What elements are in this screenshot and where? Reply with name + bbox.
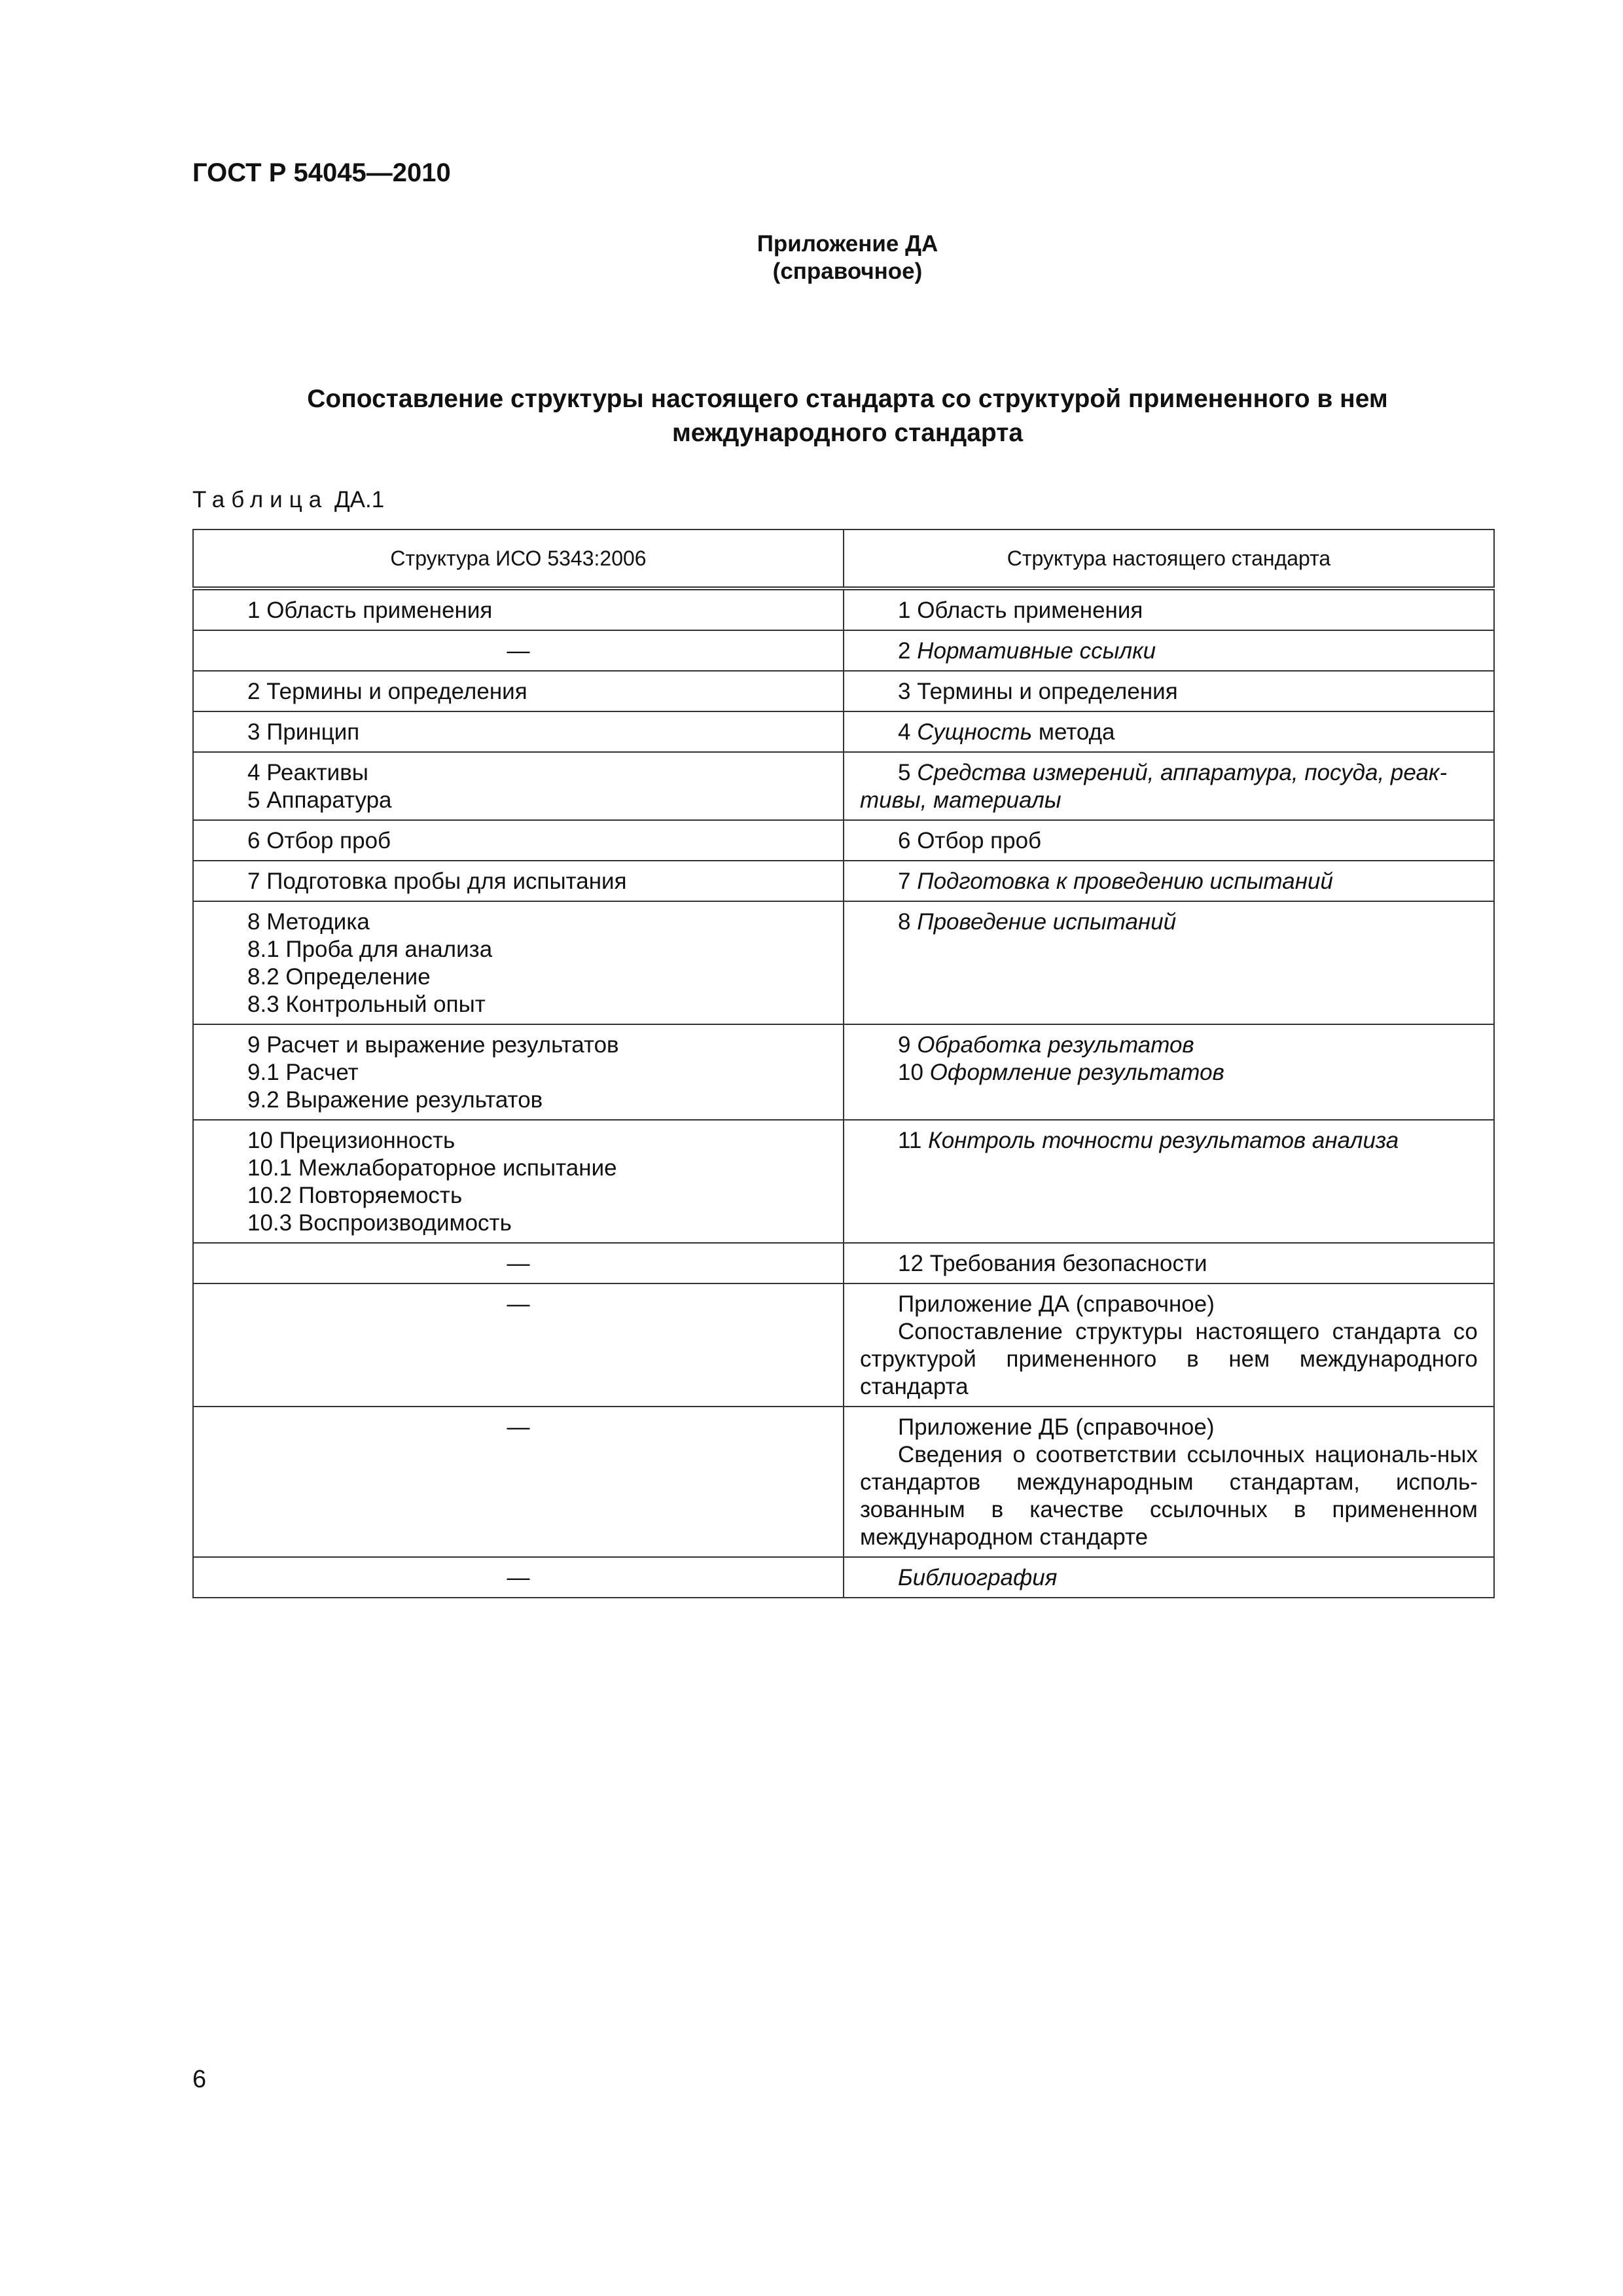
item-number: 5 [898, 760, 911, 785]
cell-line: 9.2 Выражение результатов [247, 1087, 543, 1113]
cell-line: 8.3 Контрольный опыт [247, 992, 486, 1017]
table-row [193, 711, 1494, 752]
dash-mark: — [507, 1291, 530, 1317]
item-title: Библиография [898, 1565, 1058, 1590]
right-cell [844, 1243, 1494, 1283]
item-number: 4 [898, 719, 911, 745]
table-row [193, 752, 1494, 820]
cell-line: 1 Область применения [898, 598, 1143, 623]
table-row [193, 671, 1494, 711]
cell-line: 10.2 Повторяемость [247, 1183, 463, 1208]
cell-line: 8.1 Проба для анализа [247, 937, 493, 962]
cell-line: 4 Реактивы [247, 760, 368, 785]
title-line-1: Сопоставление структуры настоящего стандарта со структурой примененного в нем [307, 385, 1388, 413]
table-row [193, 861, 1494, 901]
table-row [193, 1407, 1494, 1557]
left-cell [193, 1120, 844, 1243]
annex-heading [0, 230, 1623, 285]
item-number: 9 [898, 1032, 911, 1058]
left-cell [193, 901, 844, 1024]
left-cell [193, 820, 844, 861]
left-cell [193, 1407, 844, 1557]
left-cell [193, 1557, 844, 1598]
item-number: 8 [898, 909, 911, 935]
item-number: 11 [898, 1128, 922, 1153]
right-cell [844, 588, 1494, 630]
right-cell [844, 671, 1494, 711]
table-row [193, 1557, 1494, 1598]
cell-line: 2 Термины и определения [247, 679, 527, 704]
item-title: Сущность [917, 719, 1033, 745]
item-title: Проведение испытаний [917, 909, 1177, 935]
cell-line: 10.3 Воспроизводимость [247, 1210, 512, 1236]
cell-line [860, 759, 1478, 787]
cell-line: 8 Методика [247, 909, 370, 935]
dash-mark: — [507, 1251, 530, 1276]
right-cell [844, 752, 1494, 820]
left-cell [193, 711, 844, 752]
cell-line: 10 Прецизионность [247, 1128, 455, 1153]
cell-line [860, 1059, 1478, 1086]
left-cell [193, 752, 844, 820]
annex-description: Сведения о соответствии ссылочных националь-ных стандартов международным стандартам, исполь-зованным в качестве ссылочных в примененном международном стандарте [860, 1442, 1478, 1550]
cell-line [860, 1031, 1478, 1059]
table-row [193, 901, 1494, 1024]
cell-line: 5 Аппаратура [247, 787, 392, 813]
document-header: ГОСТ Р 54045—2010 [192, 158, 451, 187]
annex-reference: Приложение ДБ (справочное) [898, 1414, 1215, 1440]
table-caption-word: Таблица [192, 487, 329, 512]
left-cell [193, 671, 844, 711]
table-row [193, 820, 1494, 861]
annex-title: Приложение ДА [757, 231, 938, 257]
table-caption [192, 487, 384, 513]
table-row [193, 630, 1494, 671]
cell-line: 7 Подготовка пробы для испытания [247, 869, 627, 894]
item-number: 7 [898, 869, 911, 894]
cell-line: 9 Расчет и выражение результатов [247, 1032, 619, 1058]
dash-mark: — [507, 1414, 530, 1440]
cell-line: 6 Отбор проб [898, 828, 1042, 853]
item-title: Нормативные ссылки [917, 638, 1156, 664]
table-header-row [193, 529, 1494, 588]
table-row [193, 588, 1494, 630]
cell-line: 3 Термины и определения [898, 679, 1178, 704]
cell-line: 10.1 Межлабораторное испытание [247, 1155, 617, 1181]
item-title: Контроль точности результатов анализа [928, 1128, 1399, 1153]
item-number: 10 [898, 1060, 923, 1085]
annex-description: Сопоставление структуры настоящего стандарта со структурой примененного в нем международного стандарта [860, 1319, 1478, 1399]
item-title: Оформление результатов [929, 1060, 1224, 1085]
header-standard-structure: Структура настоящего стандарта [844, 529, 1494, 588]
right-cell [844, 630, 1494, 671]
table-row [193, 1243, 1494, 1283]
item-number: 2 [898, 638, 911, 664]
right-cell [844, 711, 1494, 752]
table-caption-number: ДА.1 [334, 487, 385, 512]
left-cell [193, 1283, 844, 1407]
item-title-continued: тивы, материалы [860, 787, 1061, 813]
cell-line: 9.1 Расчет [247, 1060, 359, 1085]
comparison-table [192, 529, 1495, 1598]
dash-mark: — [507, 1565, 530, 1590]
right-cell [844, 1557, 1494, 1598]
cell-line: 8.2 Определение [247, 964, 431, 990]
table-row [193, 1120, 1494, 1243]
header-iso-structure: Структура ИСО 5343:2006 [193, 529, 844, 588]
left-cell [193, 630, 844, 671]
right-cell [844, 901, 1494, 1024]
cell-line: 1 Область применения [247, 598, 493, 623]
annex-reference: Приложение ДА (справочное) [898, 1291, 1215, 1317]
cell-line: 3 Принцип [247, 719, 360, 745]
cell-line: 12 Требования безопасности [898, 1251, 1207, 1276]
item-title: Средства измерений, аппаратура, посуда, реак- [917, 760, 1448, 785]
dash-mark: — [507, 638, 530, 664]
item-title: Обработка результатов [917, 1032, 1194, 1058]
right-cell [844, 1120, 1494, 1243]
title-line-2: международного стандарта [671, 419, 1024, 447]
item-title: Подготовка к проведению испытаний [917, 869, 1333, 894]
right-cell [844, 820, 1494, 861]
annex-note: (справочное) [772, 259, 923, 284]
right-cell [844, 1283, 1494, 1407]
right-cell [844, 861, 1494, 901]
document-title [249, 382, 1446, 450]
table-row [193, 1283, 1494, 1407]
left-cell [193, 1243, 844, 1283]
right-cell [844, 1024, 1494, 1120]
item-rest: метода [1038, 719, 1115, 745]
right-cell [844, 1407, 1494, 1557]
cell-line: 6 Отбор проб [247, 828, 391, 853]
left-cell [193, 588, 844, 630]
left-cell [193, 861, 844, 901]
page-number: 6 [192, 2066, 207, 2093]
table-row [193, 1024, 1494, 1120]
left-cell [193, 1024, 844, 1120]
